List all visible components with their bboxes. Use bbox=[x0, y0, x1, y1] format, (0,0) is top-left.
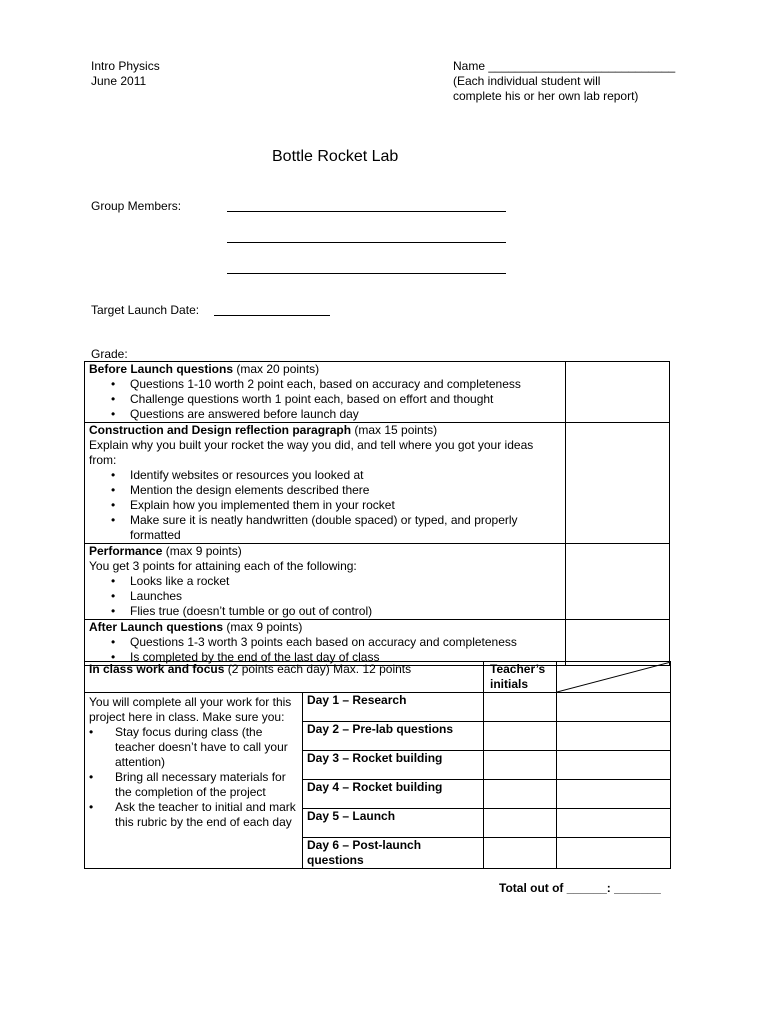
target-launch-date-line[interactable] bbox=[214, 302, 330, 316]
inclass-list bbox=[89, 725, 298, 830]
bullet-list bbox=[89, 377, 561, 422]
section-intro: Explain why you built your rocket the way you did, and tell where you got your ideas from: bbox=[89, 438, 534, 467]
list-item: • Mention the design elements described there bbox=[130, 483, 561, 498]
list-item: • Is completed by the end of the last day of class bbox=[130, 650, 561, 665]
score-cell[interactable] bbox=[557, 780, 671, 809]
section-points: (max 20 points) bbox=[233, 362, 320, 376]
list-item: • Explain how you implemented them in your rocket bbox=[130, 498, 561, 513]
list-item: • Bring all necessary materials for the completion of the project bbox=[115, 770, 298, 800]
inclass-heading: In class work and focus bbox=[89, 662, 225, 676]
list-item: • Looks like a rocket bbox=[130, 574, 561, 589]
score-cell[interactable] bbox=[566, 544, 670, 620]
group-member-line-2[interactable] bbox=[227, 229, 506, 243]
list-item: • Flies true (doesn’t tumble or go out of control) bbox=[130, 604, 561, 619]
initials-cell[interactable] bbox=[484, 838, 557, 869]
list-item: • Make sure it is neatly handwritten (double spaced) or typed, and properly formatted bbox=[130, 513, 561, 543]
list-item: • Questions 1-10 worth 2 point each, based on accuracy and completeness bbox=[130, 377, 561, 392]
page-title: Bottle Rocket Lab bbox=[272, 148, 399, 165]
rubric-row-construction bbox=[85, 423, 670, 544]
initials-cell[interactable] bbox=[484, 722, 557, 751]
inclass-description: You will complete all your work for this project here in class. Make sure you: bbox=[89, 695, 292, 724]
initials-cell[interactable] bbox=[484, 751, 557, 780]
section-heading: Construction and Design reflection paragraph bbox=[89, 423, 352, 437]
teacher-initials-header: Teacher’s initials bbox=[484, 662, 557, 693]
rubric-row-before-launch bbox=[85, 362, 670, 423]
inclass-points: (2 points each day) Max. 12 points bbox=[224, 662, 412, 676]
section-points: (max 15 points) bbox=[351, 423, 438, 437]
list-item: • Identify websites or resources you looked at bbox=[130, 468, 561, 483]
day-label: Day 5 – Launch bbox=[303, 809, 484, 838]
section-heading: After Launch questions bbox=[89, 620, 224, 634]
score-cell[interactable] bbox=[566, 423, 670, 544]
score-cell[interactable] bbox=[566, 362, 670, 423]
day-label: Day 6 – Post-launch questions bbox=[303, 838, 484, 869]
section-heading: Before Launch questions bbox=[89, 362, 234, 376]
section-points: (max 9 points) bbox=[162, 544, 242, 558]
name-note-line-1: (Each individual student will bbox=[453, 74, 601, 88]
day-label: Day 1 – Research bbox=[303, 693, 484, 722]
initials-cell[interactable] bbox=[484, 780, 557, 809]
section-intro: You get 3 points for attaining each of the following: bbox=[89, 559, 357, 573]
diagonal-cell bbox=[557, 662, 671, 693]
rubric-row-performance bbox=[85, 544, 670, 620]
name-field-label[interactable]: Name ____________________________ bbox=[453, 59, 676, 73]
total-score-label[interactable]: Total out of ______: _______ bbox=[499, 881, 661, 895]
group-members-label: Group Members: bbox=[91, 199, 182, 213]
day-label: Day 4 – Rocket building bbox=[303, 780, 484, 809]
day-label: Day 3 – Rocket building bbox=[303, 751, 484, 780]
inclass-table bbox=[84, 661, 671, 869]
list-item: • Questions are answered before launch day bbox=[130, 407, 561, 422]
initials-cell[interactable] bbox=[484, 809, 557, 838]
initials-cell[interactable] bbox=[484, 693, 557, 722]
score-cell[interactable] bbox=[557, 693, 671, 722]
inclass-section bbox=[84, 661, 670, 869]
course-name: Intro Physics bbox=[91, 59, 160, 73]
name-note-line-2: complete his or her own lab report) bbox=[453, 89, 639, 103]
day-label: Day 2 – Pre-lab questions bbox=[303, 722, 484, 751]
list-item: • Ask the teacher to initial and mark this rubric by the end of each day bbox=[115, 800, 298, 830]
list-item: • Challenge questions worth 1 point each, based on effort and thought bbox=[130, 392, 561, 407]
bullet-list bbox=[89, 574, 561, 619]
section-heading: Performance bbox=[89, 544, 163, 558]
score-cell[interactable] bbox=[557, 722, 671, 751]
rubric-table bbox=[84, 361, 670, 666]
grade-label: Grade: bbox=[91, 347, 128, 361]
score-cell[interactable] bbox=[566, 620, 670, 666]
target-launch-label: Target Launch Date: bbox=[91, 303, 200, 317]
score-cell[interactable] bbox=[557, 751, 671, 780]
rubric-row-after-launch bbox=[85, 620, 670, 666]
list-item: • Stay focus during class (the teacher doesn’t have to call your attention) bbox=[115, 725, 298, 770]
section-points: (max 9 points) bbox=[223, 620, 303, 634]
score-cell[interactable] bbox=[557, 809, 671, 838]
list-item: • Questions 1-3 worth 3 points each based on accuracy and completeness bbox=[130, 635, 561, 650]
group-member-line-3[interactable] bbox=[227, 260, 506, 274]
score-cell[interactable] bbox=[557, 838, 671, 869]
bullet-list bbox=[89, 468, 561, 543]
group-member-line-1[interactable] bbox=[227, 198, 506, 212]
diagonal-line bbox=[557, 662, 671, 692]
course-date: June 2011 bbox=[91, 74, 147, 88]
list-item: • Launches bbox=[130, 589, 561, 604]
